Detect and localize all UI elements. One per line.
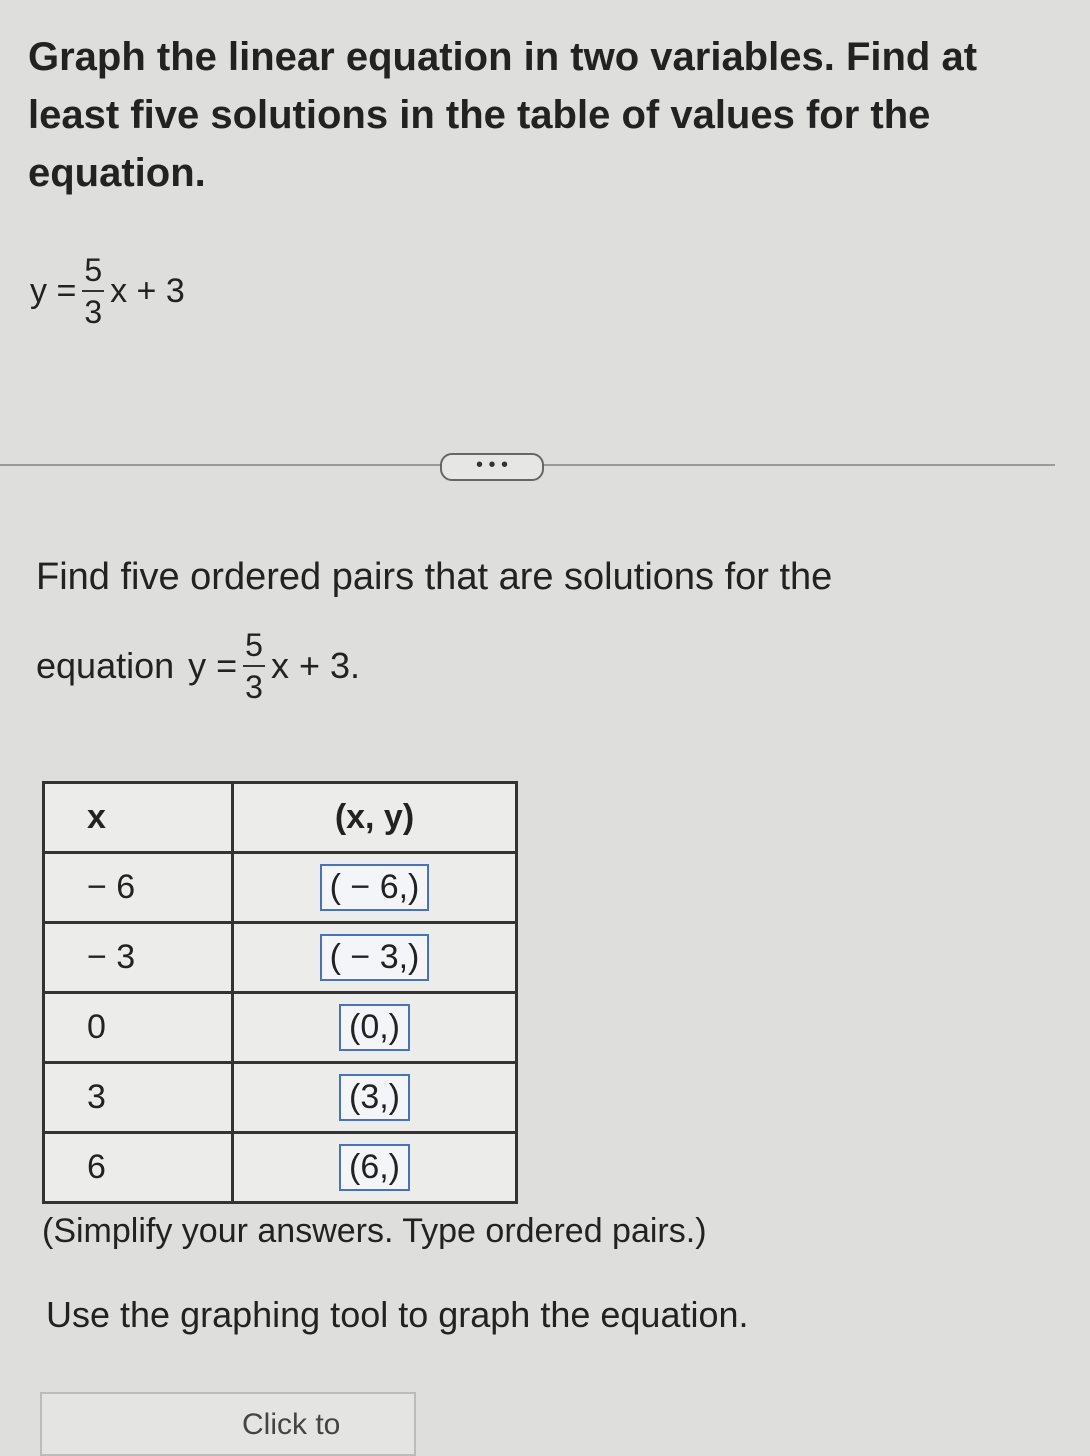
part1-equation bbox=[36, 625, 360, 707]
graph-instruction: Use the graphing tool to graph the equation. bbox=[46, 1294, 749, 1335]
answer-input[interactable]: ( − 6,) bbox=[320, 864, 430, 911]
graph-tool-label: Click to bbox=[242, 1408, 341, 1441]
equation-fraction bbox=[243, 625, 265, 707]
x-value: − 6 bbox=[44, 853, 233, 923]
x-value: − 3 bbox=[44, 923, 233, 993]
equation-rest: x + 3. bbox=[270, 645, 361, 686]
part1-prompt: Find five ordered pairs that are solutions for the bbox=[36, 556, 833, 598]
equation-rest: x + 3 bbox=[110, 271, 185, 310]
answer-input[interactable]: (3,) bbox=[339, 1074, 410, 1121]
table-header-row bbox=[44, 783, 517, 853]
x-value: 6 bbox=[44, 1133, 233, 1203]
equation-lhs: y = bbox=[188, 645, 238, 686]
fraction-denominator: 3 bbox=[245, 669, 263, 705]
x-value: 3 bbox=[44, 1063, 233, 1133]
pair-cell bbox=[233, 1133, 517, 1203]
table-row bbox=[44, 993, 517, 1063]
equation-lhs: y = bbox=[30, 271, 77, 310]
header-x: x bbox=[44, 783, 233, 853]
equation-display bbox=[30, 250, 185, 332]
fraction-numerator: 5 bbox=[243, 625, 265, 667]
answer-input[interactable]: (0,) bbox=[339, 1004, 410, 1051]
table-row bbox=[44, 853, 517, 923]
pair-cell bbox=[233, 993, 517, 1063]
fraction-denominator: 3 bbox=[84, 294, 103, 330]
pair-cell bbox=[233, 1063, 517, 1133]
answer-note: (Simplify your answers. Type ordered pairs.) bbox=[42, 1212, 707, 1250]
header-pair: (x, y) bbox=[233, 783, 517, 853]
equation-lead: equation bbox=[36, 645, 175, 686]
answer-input[interactable]: ( − 3,) bbox=[320, 934, 430, 981]
x-value: 0 bbox=[44, 993, 233, 1063]
table-row bbox=[44, 1063, 517, 1133]
table-row bbox=[44, 923, 517, 993]
equation-fraction bbox=[82, 250, 104, 332]
question-prompt: Graph the linear equation in two variables. Find at least five solutions in the table of values for the equation. bbox=[28, 35, 978, 195]
expand-button[interactable]: • • • bbox=[440, 453, 544, 481]
table-row bbox=[44, 1133, 517, 1203]
values-table bbox=[42, 781, 518, 1204]
answer-input[interactable]: (6,) bbox=[339, 1144, 410, 1191]
fraction-numerator: 5 bbox=[82, 250, 104, 292]
graph-tool-button[interactable] bbox=[40, 1392, 416, 1456]
pair-cell bbox=[233, 923, 517, 993]
pair-cell bbox=[233, 853, 517, 923]
